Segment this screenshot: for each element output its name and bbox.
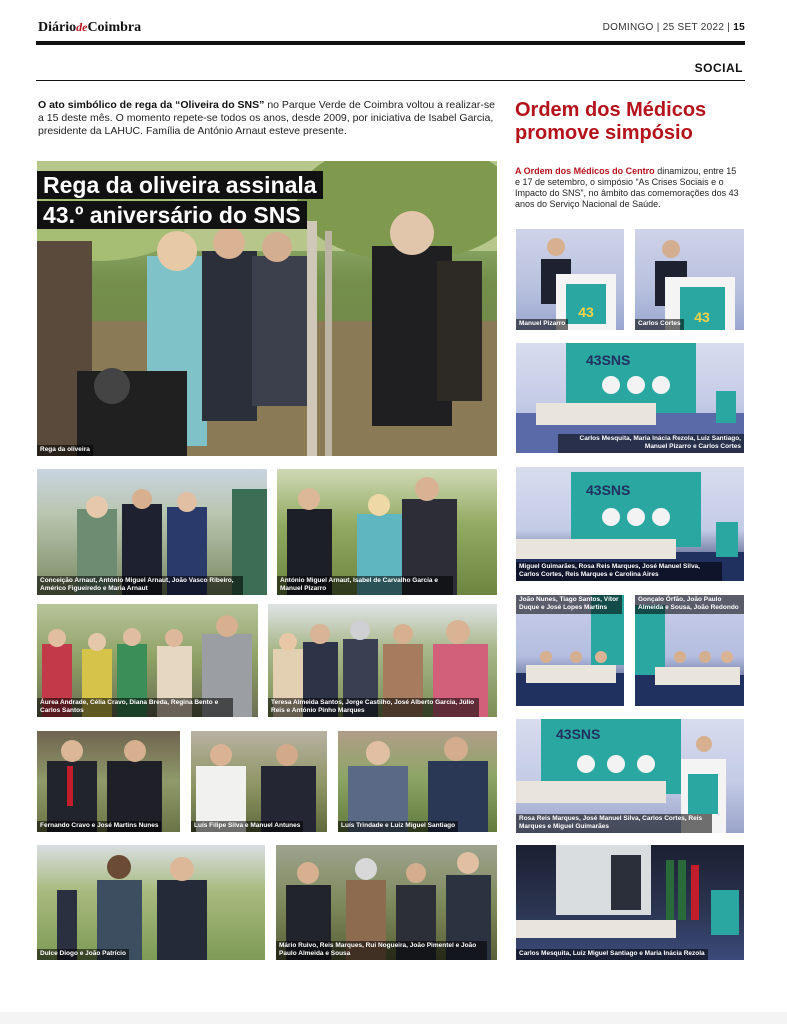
photo-main-rega — [37, 161, 497, 456]
photo-caption: Áurea Andrade, Célia Cravo, Diana Breda, Regina Bento e Carlos Santos — [37, 698, 233, 717]
photo-right-orfao — [635, 595, 744, 706]
page-footer-band — [0, 1012, 787, 1024]
photo-caption: Teresa Almeida Santos, Jorge Castilho, José Alberto Garcia, Júlio Reis e António Pinho Marques — [268, 698, 479, 717]
photo-caption: Rosa Reis Marques, José Manuel Silva, Carlos Cortes, Reis Marques e Miguel Guimarães — [516, 814, 712, 833]
photo-left-8 — [37, 845, 265, 960]
photo-caption: Carlos Mesquita, Luiz Miguel Santiago e Maria Inácia Rezola — [516, 949, 708, 960]
photo-caption: Rega da oliveira — [37, 445, 93, 456]
photo-caption: Mário Ruivo, Reis Marques, Rui Nogueira, João Pimentel e João Paulo Almeida e Sousa — [276, 941, 487, 960]
headline-line2: 43.º aniversário do SNS — [37, 201, 307, 229]
photo-caption: Manuel Pizarro — [516, 319, 568, 330]
photo-right-panel-2 — [516, 467, 744, 581]
photo-left-2 — [277, 469, 497, 595]
photo-left-4 — [268, 604, 497, 717]
stage-sns-text: 43SNS — [556, 726, 601, 742]
photo-caption: Gonçalo Órfão, João Paulo Almeida e Sousa, João Redondo — [635, 595, 744, 614]
dateline-day: DOMINGO — [602, 22, 654, 33]
headline-line1: Rega da oliveira assinala — [37, 171, 323, 199]
dateline: DOMINGO | 25 SET 2022 | 15 — [602, 22, 745, 33]
photo-caption: Conceição Arnaut, António Miguel Arnaut, João Vasco Ribeiro, Américo Figueiredo e Maria Arnaut — [37, 576, 243, 595]
article-lede — [38, 99, 498, 138]
masthead-part1: Diário — [38, 20, 77, 35]
photo-caption: Dulce Diogo e João Patrício — [37, 949, 129, 960]
photo-caption: João Nunes, Tiago Santos, Vítor Duque e José Lopes Martins — [516, 595, 622, 614]
photo-right-panel-4 — [516, 845, 744, 960]
photo-illustration — [516, 229, 624, 330]
photo-right-nunes — [516, 595, 624, 706]
photo-right-pizarro — [516, 229, 624, 330]
dateline-date: 25 SET 2022 — [662, 22, 725, 33]
photo-caption: Carlos Cortes — [635, 319, 684, 330]
stage-sns-text: 43SNS — [586, 482, 631, 498]
photo-caption: Fernando Cravo e José Martins Nunes — [37, 821, 161, 832]
photo-caption: Luís Trindade e Luiz Miguel Santiago — [338, 821, 458, 832]
photo-illustration — [516, 845, 744, 960]
side-lede-text: dinamizou, entre 15 e 17 de setembro, o simpósio “As Crises Sociais e o Impacto do SNS”, no âmbito das comemorações dos 43 anos do Serviço Nacional de Saúde. — [515, 166, 739, 209]
stage-number: 43 — [578, 304, 594, 320]
photo-caption: António Miguel Arnaut, Isabel de Carvalho Garcia e Manuel Pizarro — [277, 576, 453, 595]
photo-right-panel-1 — [516, 343, 744, 453]
photo-left-5 — [37, 731, 180, 832]
photo-right-cortes — [635, 229, 744, 330]
masthead-part2: de — [76, 20, 88, 34]
photo-left-1 — [37, 469, 267, 595]
page-number: 15 — [733, 22, 745, 33]
photo-illustration — [191, 731, 327, 832]
photo-illustration — [338, 731, 497, 832]
stage-number: 43 — [694, 309, 710, 325]
side-article-title: Ordem dos Médicos promove simpósio — [515, 99, 707, 144]
side-article-lede — [515, 166, 743, 210]
photo-illustration — [37, 731, 180, 832]
photo-left-9 — [276, 845, 497, 960]
lede-bold: O ato simbólico de rega da “Oliveira do SNS” — [38, 99, 265, 111]
photo-illustration — [37, 845, 265, 960]
section-label: SOCIAL — [694, 61, 743, 75]
masthead-rule — [36, 41, 745, 45]
photo-caption: Miguel Guimarães, Rosa Reis Marques, José Manuel Silva, Carlos Cortes, Reis Marques e Carolina Aires — [516, 562, 722, 581]
photo-left-6 — [191, 731, 327, 832]
photo-right-panel-3 — [516, 719, 744, 833]
photo-left-7 — [338, 731, 497, 832]
stage-sns-text: 43SNS — [586, 352, 631, 368]
photo-left-3 — [37, 604, 258, 717]
masthead-part3: Coimbra — [87, 20, 142, 35]
masthead-logo — [38, 20, 141, 36]
lede-text: no Parque Verde de Coimbra voltou a realizar-se a 15 deste mês. O momento repete-se todos os anos, desde 2009, por iniciativa de Isabel Garcia, presidente da LAHUC. Família de António Arnaut esteve presente. — [38, 99, 495, 137]
photo-illustration — [635, 229, 744, 330]
side-lede-red: A Ordem dos Médicos do Centro — [515, 166, 655, 176]
photo-caption: Luís Filipe Silva e Manuel Antunes — [191, 821, 303, 832]
main-headline — [37, 171, 323, 231]
photo-caption: Carlos Mesquita, Maria Inácia Rezola, Luiz Santiago, Manuel Pizarro e Carlos Cortes — [558, 434, 744, 453]
section-rule — [36, 80, 745, 81]
